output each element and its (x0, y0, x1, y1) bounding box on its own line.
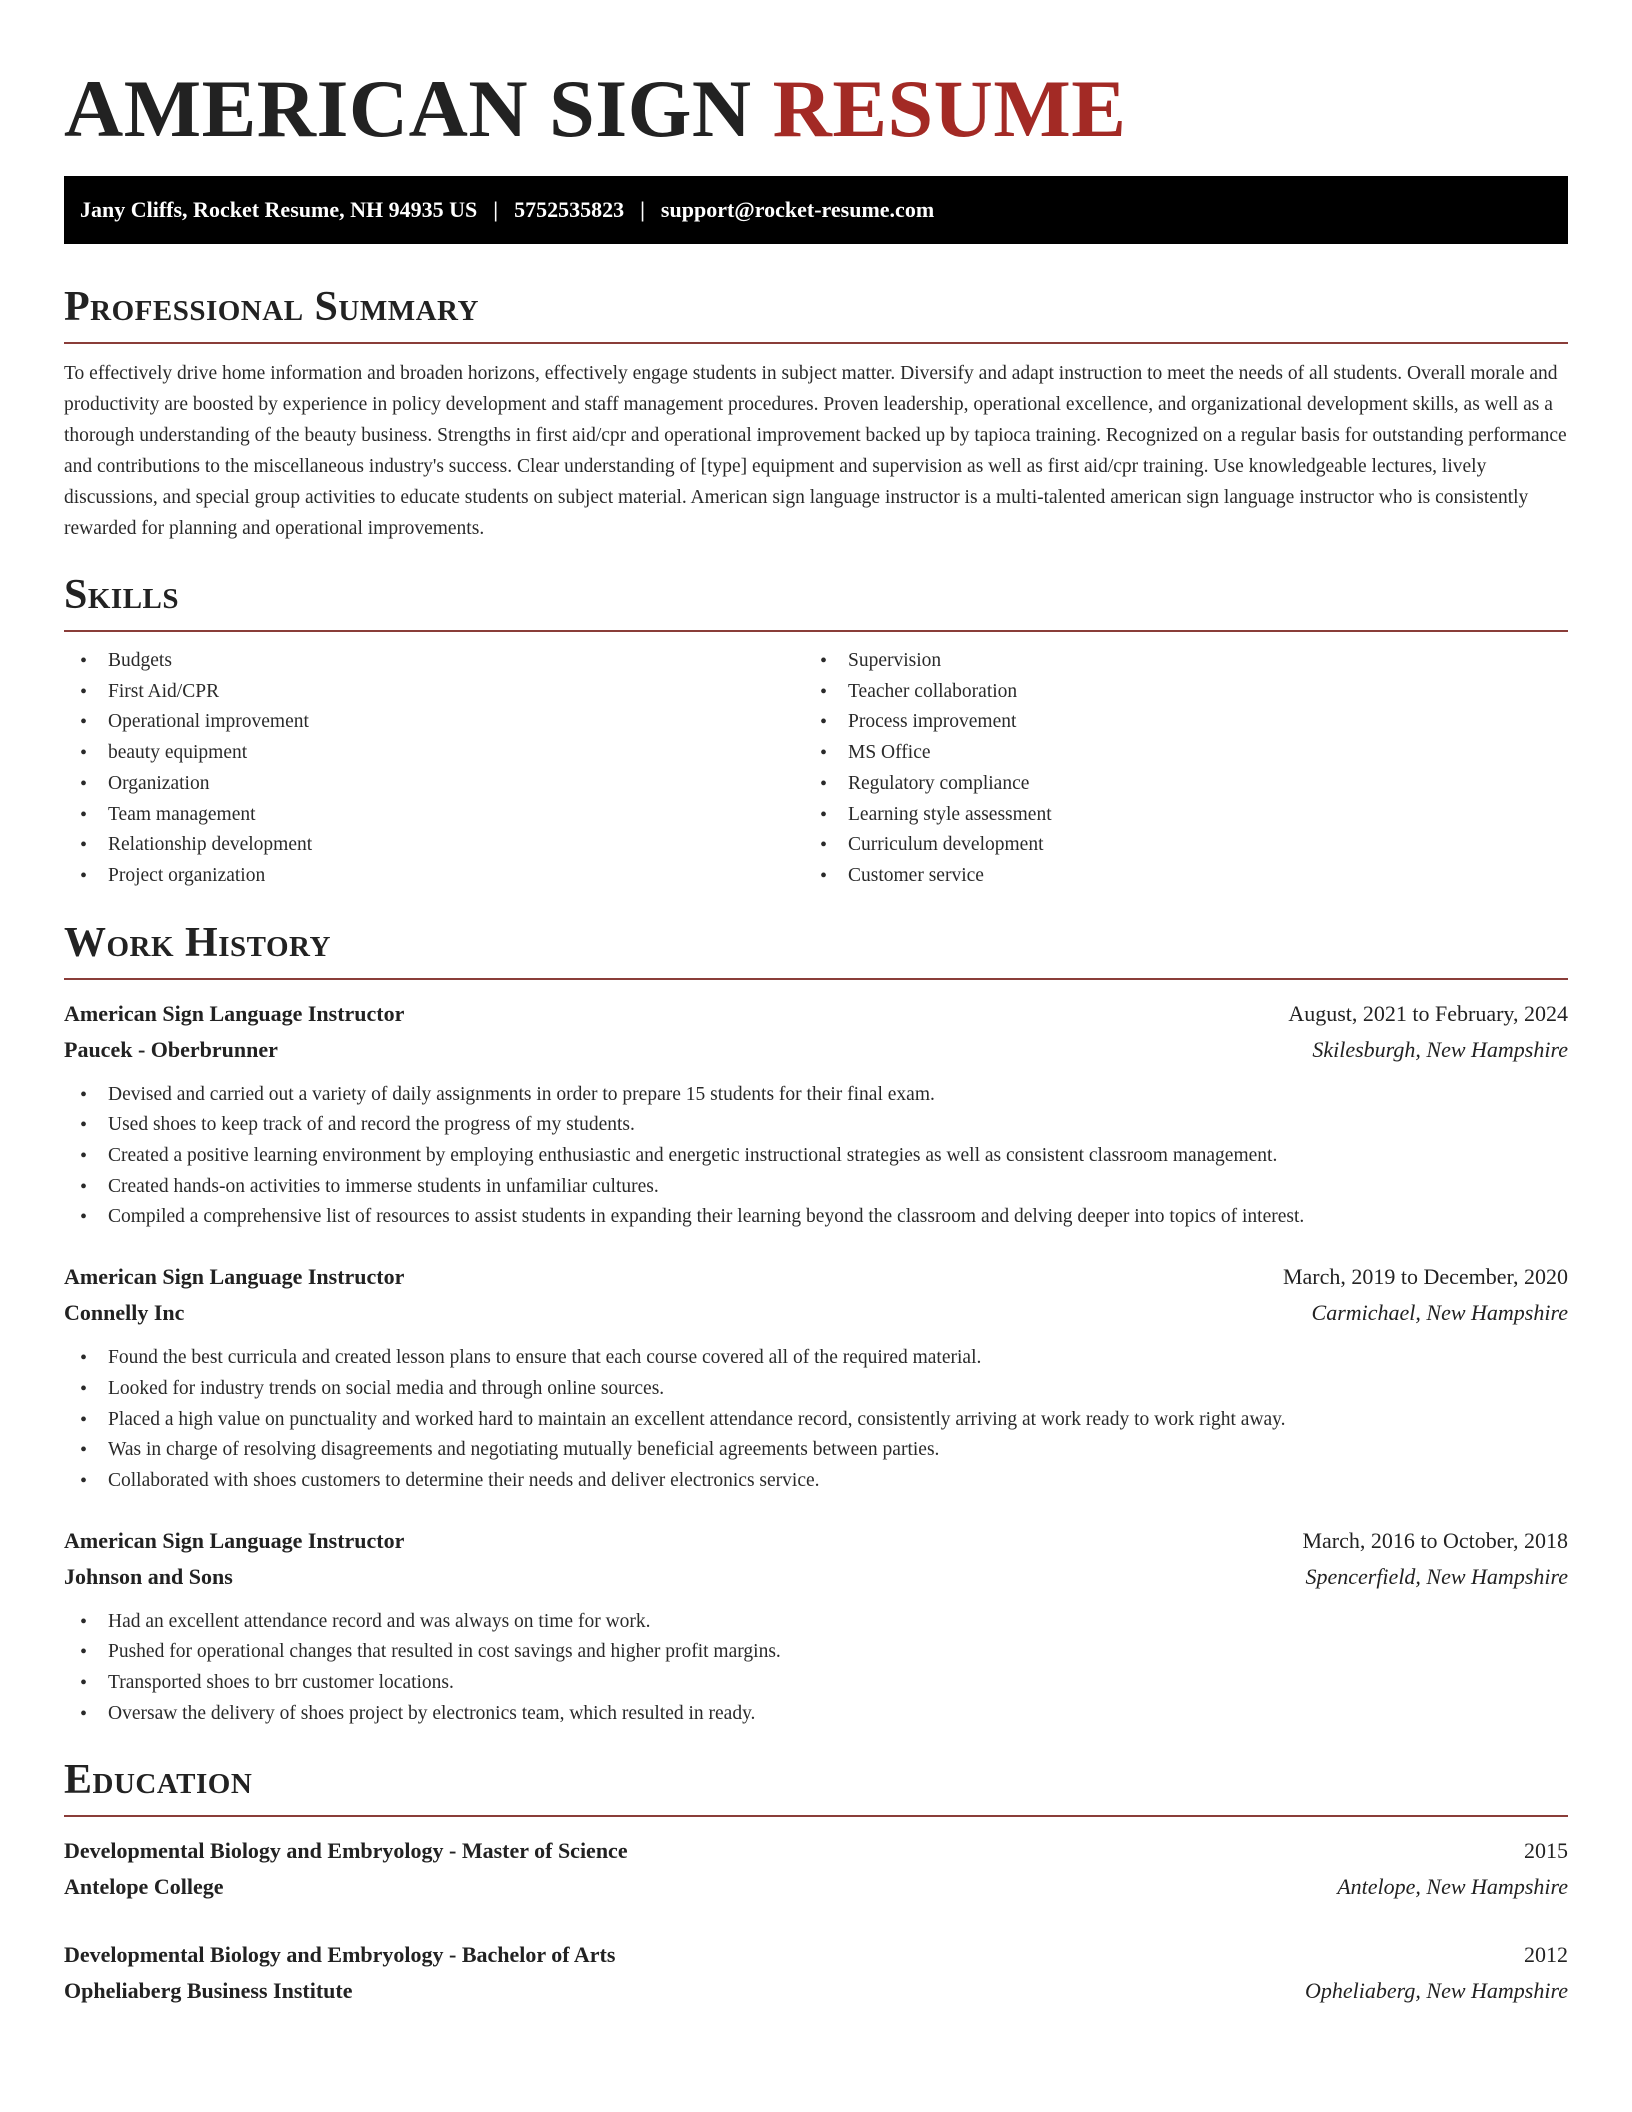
job-role: American Sign Language Instructor (64, 1000, 405, 1026)
job-entry (64, 1259, 1568, 1497)
skill-item: • First Aid/CPR (64, 677, 804, 708)
job-location: Skilesburgh, New Hampshire (1312, 1036, 1568, 1062)
job-subheader (64, 1295, 1568, 1331)
skill-item: • Team management (64, 800, 804, 831)
job-company: Paucek - Oberbrunner (64, 1036, 278, 1062)
education-header (64, 1937, 1568, 1973)
skill-item: • Organization (64, 769, 804, 800)
job-company: Connelly Inc (64, 1300, 185, 1326)
skill-item: • Curriculum development (804, 830, 1544, 861)
skill-item: • Relationship development (64, 830, 804, 861)
job-bullet: • Transported shoes to brr customer locations. (64, 1668, 1568, 1699)
education-entry (64, 1937, 1568, 2009)
job-bullet: • Placed a high value on punctuality and worked hard to maintain an excellent attendance record, consistently arriving at work ready to work right away. (64, 1405, 1568, 1436)
job-subheader (64, 1032, 1568, 1068)
job-header (64, 1523, 1568, 1559)
section-divider (64, 978, 1568, 980)
job-bullet: • Pushed for operational changes that resulted in cost savings and higher profit margins. (64, 1637, 1568, 1668)
education-year: 2012 (1524, 1942, 1568, 1968)
job-company: Johnson and Sons (64, 1563, 233, 1589)
skills-heading: Skills (64, 572, 180, 618)
job-dates: March, 2019 to December, 2020 (1282, 1264, 1568, 1290)
skill-item: • Supervision (804, 646, 1544, 677)
skills-list-left (64, 646, 804, 892)
work-history-section (64, 918, 1568, 1730)
job-bullet: • Oversaw the delivery of shoes project by electronics team, which resulted in ready. (64, 1699, 1568, 1730)
job-entry (64, 996, 1568, 1234)
job-bullet: • Compiled a comprehensive list of resources to assist students in expanding their learning beyond the classroom and delving deeper into topics of interest. (64, 1202, 1568, 1233)
education-school: Opheliaberg Business Institute (64, 1978, 353, 2004)
job-dates: March, 2016 to October, 2018 (1302, 1527, 1568, 1553)
skill-item: • Regulatory compliance (804, 769, 1544, 800)
skill-item: • MS Office (804, 738, 1544, 769)
job-role: American Sign Language Instructor (64, 1264, 405, 1290)
contact-bar (64, 176, 1568, 244)
job-bullet: • Collaborated with shoes customers to determine their needs and deliver electronics service. (64, 1466, 1568, 1497)
skill-item: • Budgets (64, 646, 804, 677)
contact-address: Jany Cliffs, Rocket Resume, NH 94935 US (80, 197, 478, 222)
job-bullet: • Had an excellent attendance record and was always on time for work. (64, 1607, 1568, 1638)
job-header (64, 996, 1568, 1032)
education-header (64, 1833, 1568, 1869)
job-location: Carmichael, New Hampshire (1311, 1300, 1568, 1326)
summary-heading: Professional Summary (64, 284, 479, 330)
education-location: Opheliaberg, New Hampshire (1305, 1978, 1568, 2004)
job-bullet: • Created a positive learning environment by employing enthusiastic and energetic instructional strategies as well as consistent classroom management. (64, 1141, 1568, 1172)
education-school: Antelope College (64, 1874, 224, 1900)
job-bullet: • Looked for industry trends on social media and through online sources. (64, 1374, 1568, 1405)
skill-item: • beauty equipment (64, 738, 804, 769)
job-entry (64, 1523, 1568, 1730)
job-bullet: • Used shoes to keep track of and record the progress of my students. (64, 1110, 1568, 1141)
skills-list-right (804, 646, 1544, 892)
summary-section (64, 282, 1568, 544)
job-bullet: • Devised and carried out a variety of daily assignments in order to prepare 15 students for their final exam. (64, 1080, 1568, 1111)
education-subheader (64, 1869, 1568, 1905)
job-bullets (64, 1080, 1568, 1234)
skills-columns (64, 646, 1568, 892)
skill-item: • Learning style assessment (804, 800, 1544, 831)
education-section (64, 1755, 1568, 2009)
education-subheader (64, 1973, 1568, 2009)
job-dates: August, 2021 to February, 2024 (1288, 1000, 1568, 1026)
title-name: AMERICAN SIGN (64, 63, 752, 154)
resume-title (64, 0, 1568, 160)
skill-item: • Project organization (64, 861, 804, 892)
job-bullet: • Found the best curricula and created lesson plans to ensure that each course covered all of the required material. (64, 1343, 1568, 1374)
contact-email[interactable]: support@rocket-resume.com (660, 197, 935, 222)
education-degree: Developmental Biology and Embryology - Bachelor of Arts (64, 1942, 616, 1968)
title-resume-word: RESUME (772, 63, 1127, 154)
education-heading: Education (64, 1757, 253, 1804)
summary-text: To effectively drive home information and broaden horizons, effectively engage students in subject matter. Diversify and adapt instruction to meet the needs of all students. Overall morale and productivity are boosted by experience in policy development and staff management procedures. Proven leadership, operational excellence, and organizational development skills, as well as a thorough understanding of the beauty business. Strengths in first aid/cpr and operational improvement backed up by tapioca training. Recognized on a regular basis for outstanding performance and contributions to the miscellaneous industry's success. Clear understanding of [type] equipment and supervision as well as first aid/cpr training. Use knowledgeable lectures, lively discussions, and special group activities to educate students on subject material. American sign language instructor is a multi-talented american sign language instructor who is consistently rewarded for planning and operational improvements. (64, 363, 1567, 539)
section-divider (64, 630, 1568, 632)
work-history-heading: Work History (64, 919, 331, 966)
job-role: American Sign Language Instructor (64, 1527, 405, 1553)
skills-section (64, 570, 1568, 892)
job-bullet: • Created hands-on activities to immerse students in unfamiliar cultures. (64, 1172, 1568, 1203)
job-location: Spencerfield, New Hampshire (1305, 1563, 1568, 1589)
skill-item: • Customer service (804, 861, 1544, 892)
job-bullets (64, 1343, 1568, 1497)
skill-item: • Teacher collaboration (804, 677, 1544, 708)
contact-phone[interactable]: 5752535823 (514, 197, 625, 222)
job-header (64, 1259, 1568, 1295)
education-entry (64, 1833, 1568, 1905)
education-location: Antelope, New Hampshire (1337, 1874, 1568, 1900)
job-bullets (64, 1607, 1568, 1730)
contact-separator: | (640, 197, 645, 222)
job-bullet: • Was in charge of resolving disagreements and negotiating mutually beneficial agreements between parties. (64, 1435, 1568, 1466)
education-degree: Developmental Biology and Embryology - Master of Science (64, 1838, 628, 1864)
skill-item: • Operational improvement (64, 707, 804, 738)
skill-item: • Process improvement (804, 707, 1544, 738)
education-year: 2015 (1524, 1838, 1568, 1864)
contact-separator: | (493, 197, 499, 222)
section-divider (64, 1815, 1568, 1817)
job-subheader (64, 1559, 1568, 1595)
section-divider (64, 342, 1568, 344)
